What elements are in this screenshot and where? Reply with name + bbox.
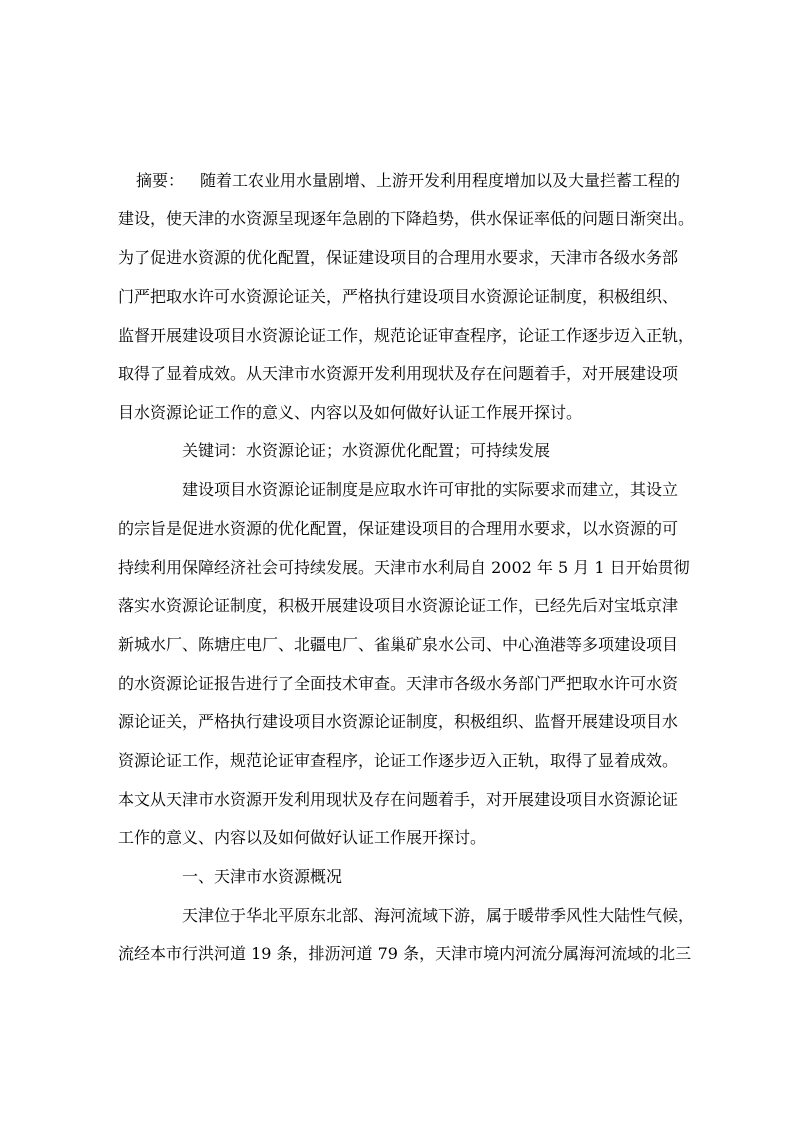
abstract-line-5: 监督开展建设项目水资源论证工作，规范论证审查程序，论证工作逐步迈入正轨，: [118, 326, 695, 345]
intro-line-3: 持续利用保障经济社会可持续发展。天津市水利局自 2002 年 5 月 1 日开始贯彻: [118, 558, 690, 577]
intro-line-4: 落实水资源论证制度，积极开展建设项目水资源论证工作，已经先后对宝坻京津: [118, 596, 679, 615]
abstract-line-6: 取得了显着成效。从天津市水资源开发利用现状及存在问题着手，对开展建设项: [118, 364, 679, 383]
abstract-line-1: [136, 171, 681, 191]
section1-line-2: 流经本市行洪河道 19 条，排沥河道 79 条，天津市境内河流分属海河流域的北三: [118, 944, 692, 963]
section-heading: 一、天津市水资源概况: [182, 867, 343, 886]
abstract-line-2: 建设，使天津的水资源呈现逐年急剧的下降趋势，供水保证率低的问题日渐突出。: [118, 209, 695, 228]
abstract-label: 摘要：: [136, 171, 185, 190]
intro-line-1: 建设项目水资源论证制度是应取水许可审批的实际要求而建立，其设立: [182, 480, 679, 499]
intro-line-10: 工作的意义、内容以及如何做好认证工作展开探讨。: [118, 828, 487, 847]
abstract-text: 随着工农业用水量剧增、上游开发利用程度增加以及大量拦蓄工程的: [200, 171, 681, 190]
intro-line-8: 资源论证工作，规范论证审查程序，论证工作逐步迈入正轨，取得了显着成效。: [118, 751, 679, 770]
section1-line-1: 天津位于华北平原东北部、海河流域下游，属于暖带季风性大陆性气候，: [182, 906, 695, 925]
intro-line-7: 源论证关，严格执行建设项目水资源论证制度，积极组织、监督开展建设项目水: [118, 712, 679, 731]
intro-line-6: 的水资源论证报告进行了全面技术审查。天津市各级水务部门严把取水许可水资: [118, 674, 679, 693]
intro-line-5: 新城水厂、陈塘庄电厂、北疆电厂、雀巢矿泉水公司、中心渔港等多项建设项目: [118, 635, 679, 654]
keywords-line: 关键词：水资源论证；水资源优化配置；可持续发展: [182, 441, 551, 460]
abstract-line-3: 为了促进水资源的优化配置，保证建设项目的合理用水要求，天津市各级水务部: [118, 248, 679, 267]
abstract-line-4: 门严把取水许可水资源论证关，严格执行建设项目水资源论证制度，积极组织、: [118, 287, 679, 306]
intro-line-9: 本文从天津市水资源开发利用现状及存在问题着手，对开展建设项目水资源论证: [118, 790, 679, 809]
intro-line-2: 的宗旨是促进水资源的优化配置，保证建设项目的合理用水要求，以水资源的可: [118, 519, 679, 538]
abstract-line-7: 目水资源论证工作的意义、内容以及如何做好认证工作展开探讨。: [118, 403, 583, 422]
